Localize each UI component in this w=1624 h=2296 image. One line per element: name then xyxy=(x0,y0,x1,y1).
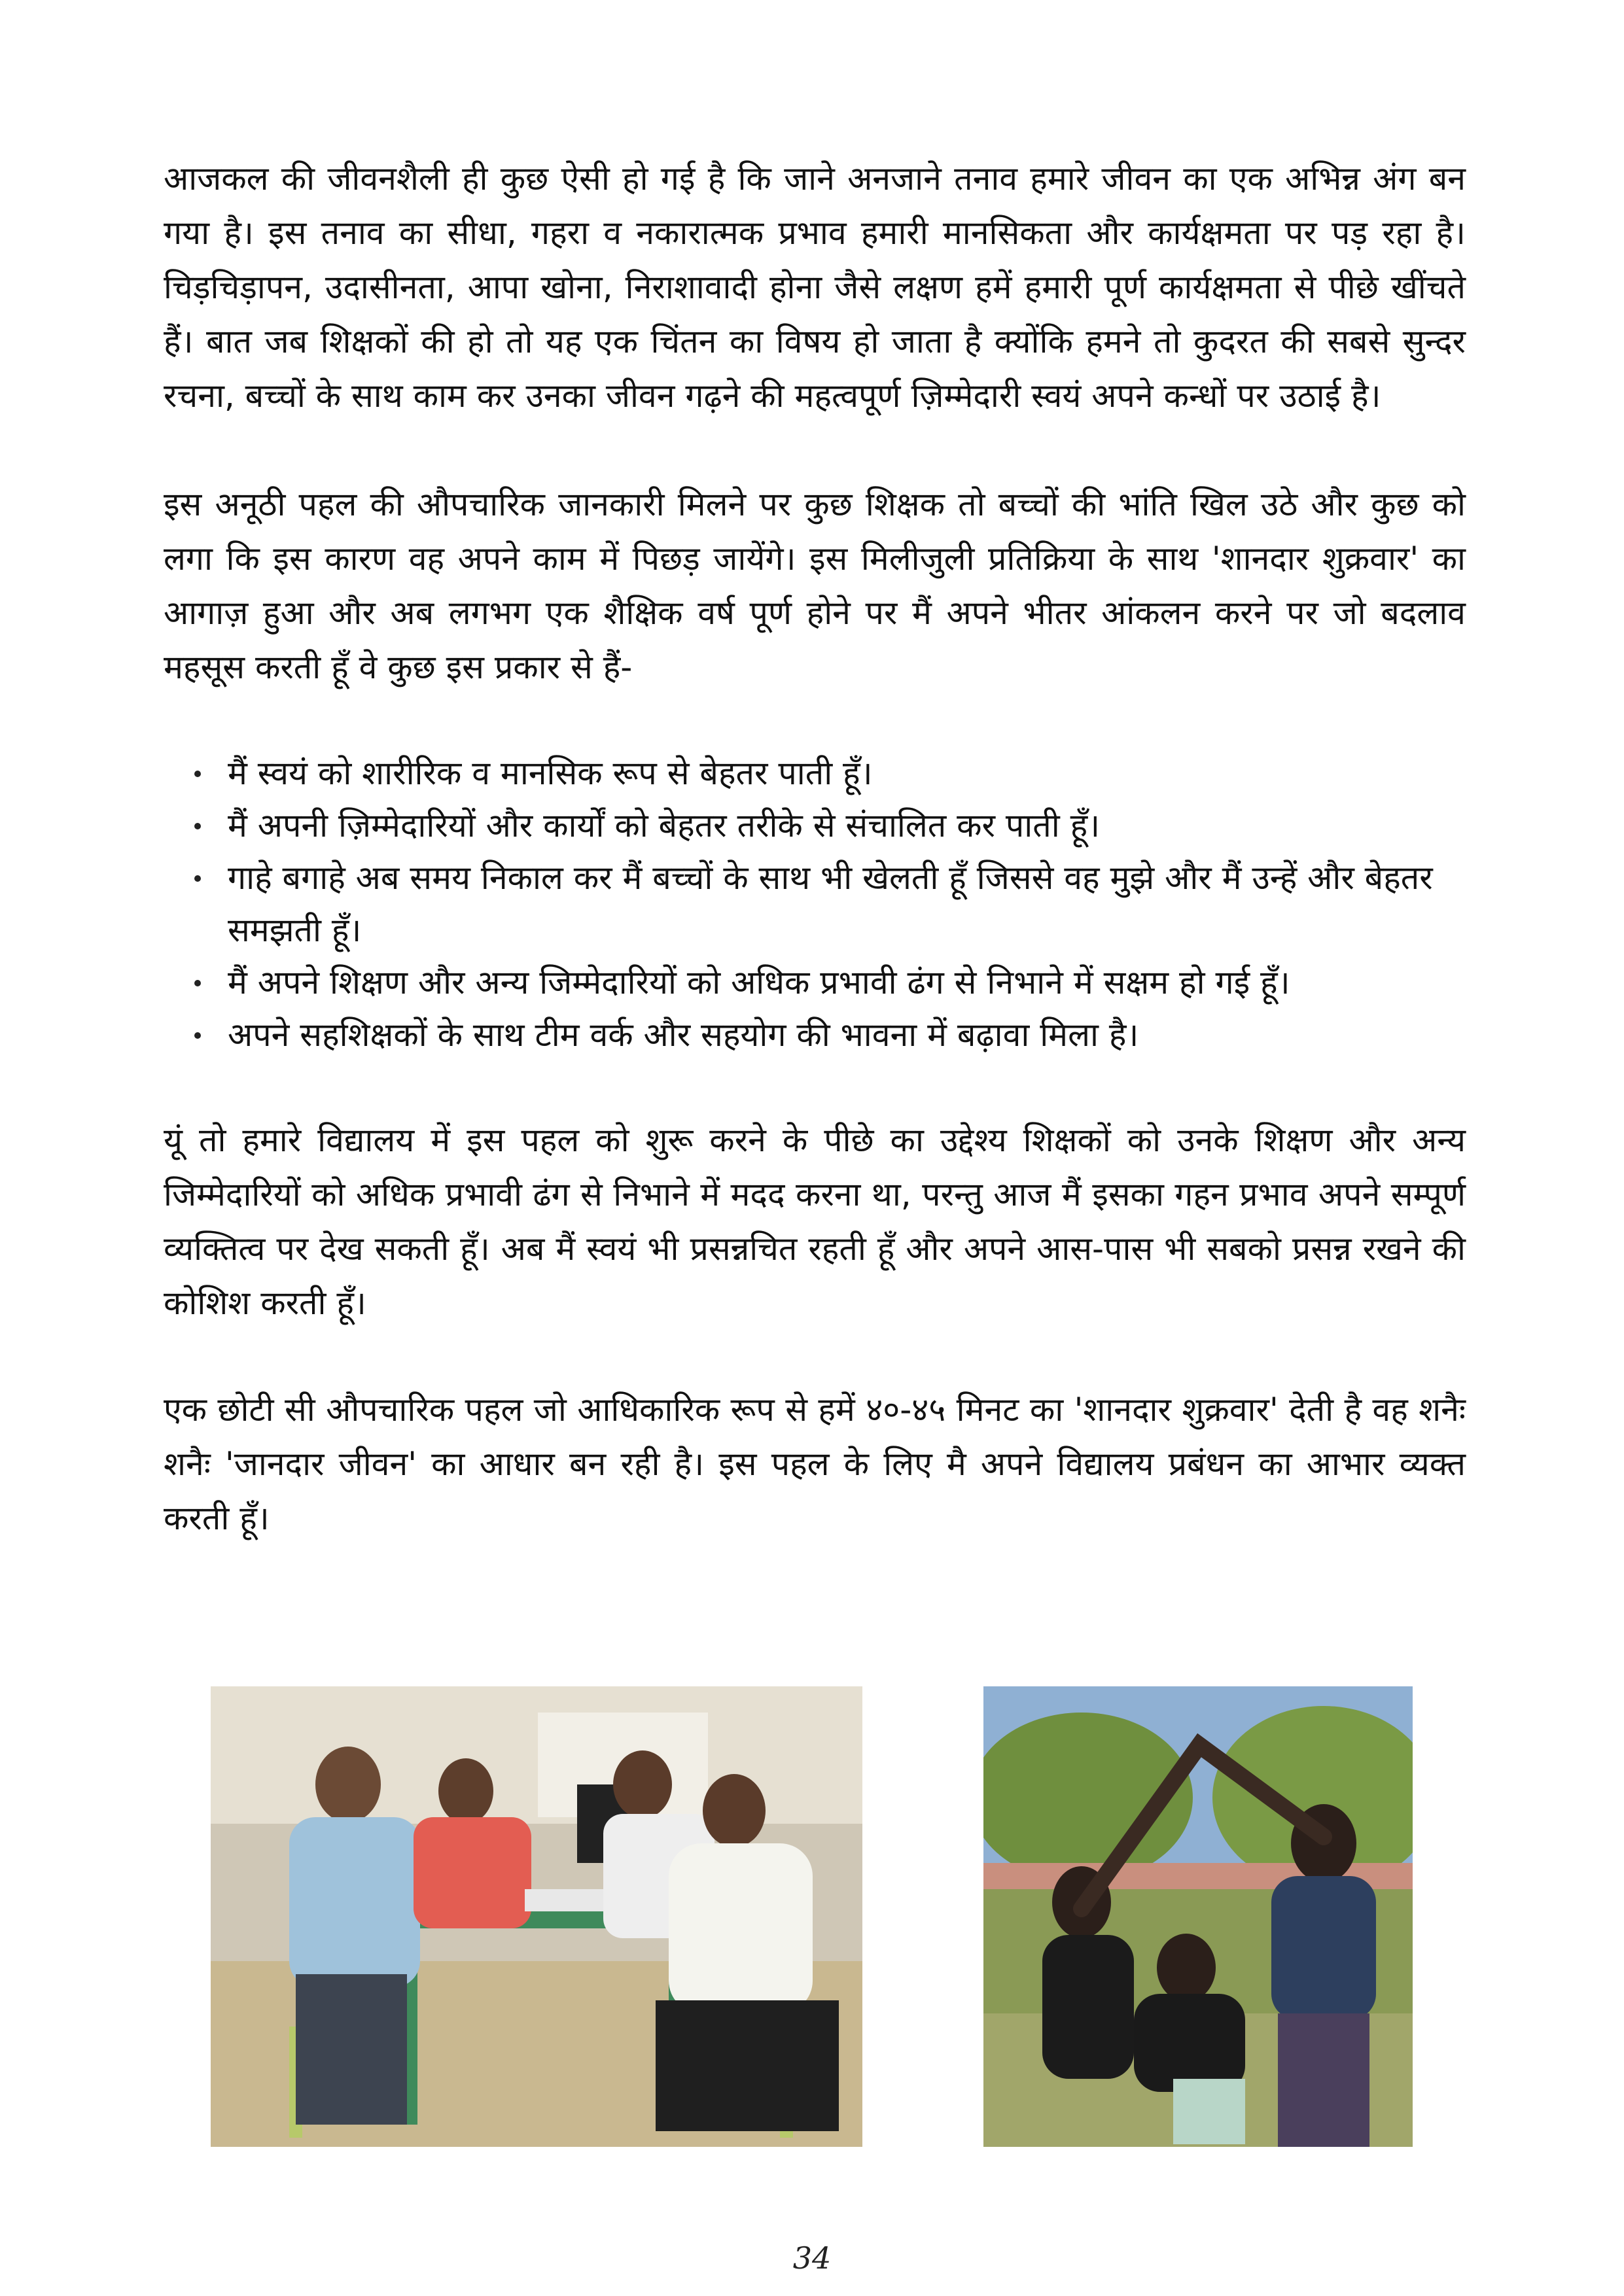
bullet-icon xyxy=(194,980,201,986)
paragraph-conclusion: एक छोटी सी औपचारिक पहल जो आधिकारिक रूप से हमें ४०-४५ मिनट का 'शानदार शुक्रवार' देती है वह शनैः शनैः 'जानदार जीवन' का आधार बन रही है। इस पहल के लिए मै अपने विद्यालय प्रबंधन का आभार व्यक्त करती हूँ। xyxy=(164,1391,1466,1537)
page-content xyxy=(164,152,1466,1546)
page-number: 34 xyxy=(792,2240,832,2276)
list-item: गाहे बगाहे अब समय निकाल कर मैं बच्चों के साथ भी खेलती हूँ जिससे वह मुझे और मैं उन्हें और बेहतर समझती हूँ। xyxy=(164,852,1466,956)
photo-teachers-outdoor-game xyxy=(983,1686,1413,2147)
bullet-icon xyxy=(194,1032,201,1039)
photo-chess-icon xyxy=(211,1686,862,2147)
bullet-icon xyxy=(194,771,201,777)
paragraph-impact: यूं तो हमारे विद्यालय में इस पहल को शुरू करने के पीछे का उद्देश्य शिक्षकों को उनके शिक्षण और अन्य जिम्मेदारियों को अधिक प्रभावी ढंग से निभाने में मदद करना था, परन्तु आज मैं इसका गहन प्रभाव अपने सम्पूर्ण व्यक्तित्व पर देख सकती हूँ। अब मैं स्वयं भी प्रसन्नचित रहती हूँ और अपने आस-पास भी सबको प्रसन्न रखने की कोशिश करती हूँ। xyxy=(164,1121,1466,1322)
list-item: अपने सहशिक्षकों के साथ टीम वर्क और सहयोग की भावना में बढ़ावा मिला है। xyxy=(164,1009,1466,1061)
list-item: मैं अपने शिक्षण और अन्य जिम्मेदारियों को अधिक प्रभावी ढंग से निभाने में सक्षम हो गई हूँ। xyxy=(164,956,1466,1009)
bullet-icon xyxy=(194,823,201,829)
benefits-list xyxy=(164,747,1466,1061)
paragraph-intro: आजकल की जीवनशैली ही कुछ ऐसी हो गई है कि जाने अनजाने तनाव हमारे जीवन का एक अभिन्न अंग बन गया है। इस तनाव का सीधा, गहरा व नकारात्मक प्रभाव हमारी मानसिकता और कार्यक्षमता पर पड़ रहा है। चिड़चिड़ापन, उदासीनता, आपा खोना, निराशावादी होना जैसे लक्षण हमें हमारी पूर्ण कार्यक्षमता से पीछे खींचते हैं। बात जब शिक्षकों की हो तो यह एक चिंतन का विषय हो जाता है क्योंकि हमने तो कुदरत की सबसे सुन्दर रचना, बच्चों के साथ काम कर उनका जीवन गढ़ने की महत्वपूर्ण ज़िम्मेदारी स्वयं अपने कन्धों पर उठाई है। xyxy=(164,160,1466,415)
paragraph-initiative: इस अनूठी पहल की औपचारिक जानकारी मिलने पर कुछ शिक्षक तो बच्चों की भांति खिल उठे और कुछ को लगा कि इस कारण वह अपने काम में पिछड़ जायेंगे। इस मिलीजुली प्रतिक्रिया के साथ 'शानदार शुक्रवार' का आगाज़ हुआ और अब लगभग एक शैक्षिक वर्ष पूर्ण होने पर मैं अपने भीतर आंकलन करने पर जो बदलाव महसूस करती हूँ वे कुछ इस प्रकार से हैं- xyxy=(164,485,1466,686)
list-item: मैं अपनी ज़िम्मेदारियों और कार्यों को बेहतर तरीके से संचालित कर पाती हूँ। xyxy=(164,799,1466,852)
photo-outdoor-icon xyxy=(983,1686,1413,2147)
list-item: मैं स्वयं को शारीरिक व मानसिक रूप से बेहतर पाती हूँ। xyxy=(164,747,1466,799)
bullet-icon xyxy=(194,875,201,882)
photo-teachers-playing-chess xyxy=(211,1686,862,2147)
